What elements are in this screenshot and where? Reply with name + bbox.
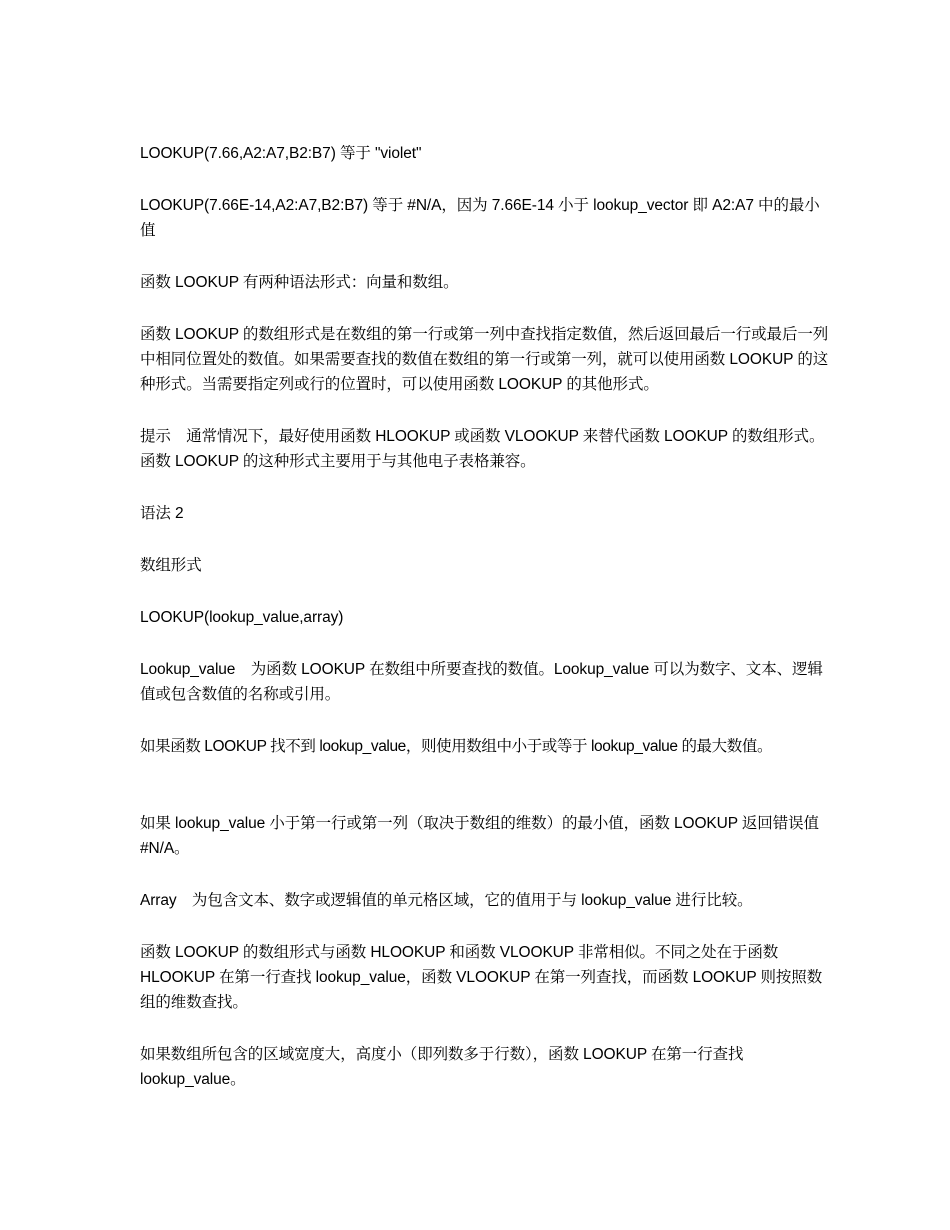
heading-syntax-2: 语法 2 [140,505,184,522]
paragraph-wide-array: 如果数组所包含的区域宽度大，高度小（即列数多于行数），函数 LOOKUP 在第一行查找 lookup_value。 [140,1046,744,1088]
paragraph-array-definition: Array 为包含文本、数字或逻辑值的单元格区域，它的值用于与 lookup_value 进行比较。 [140,892,753,909]
paragraph-syntax-forms: 函数 LOOKUP 有两种语法形式：向量和数组。 [140,274,459,291]
paragraph-lookup-smaller-than-min: 如果 lookup_value 小于第一行或第一列（取决于数组的维数）的最小值，函数 LOOKUP 返回错误值 #N/A。 [140,815,819,857]
paragraph-lookup-value-definition: Lookup_value 为函数 LOOKUP 在数组中所要查找的数值。Lookup_value 可以为数字、文本、逻辑值或包含数值的名称或引用。 [140,661,823,703]
heading-array-form: 数组形式 [140,557,202,574]
paragraph-lookup-not-found: 如果函数 LOOKUP 找不到 lookup_value，则使用数组中小于或等于 lookup_value 的最大数值。 [140,738,773,755]
document-body [140,141,830,1119]
paragraph-lookup-example-violet: LOOKUP(7.66,A2:A7,B2:B7) 等于 "violet" [140,145,422,162]
paragraph-tip: 提示 通常情况下，最好使用函数 HLOOKUP 或函数 VLOOKUP 来替代函数 LOOKUP 的数组形式。函数 LOOKUP 的这种形式主要用于与其他电子表格兼容。 [140,428,825,470]
paragraph-array-form-comparison: 函数 LOOKUP 的数组形式与函数 HLOOKUP 和函数 VLOOKUP 非常相似。不同之处在于函数 HLOOKUP 在第一行查找 lookup_value，函数 VLOOKUP 在第一列查找，而函数 LOOKUP 则按照数组的维数查找。 [140,944,823,1011]
paragraph-array-form-description: 函数 LOOKUP 的数组形式是在数组的第一行或第一列中查找指定数值，然后返回最后一行或最后一列中相同位置处的数值。如果需要查找的数值在数组的第一行或第一列，就可以使用函数 LOOKUP 的这种形式。当需要指定列或行的位置时，可以使用函数 LOOKUP 的其他形式。 [140,326,829,393]
paragraph-lookup-example-na: LOOKUP(7.66E-14,A2:A7,B2:B7) 等于 #N/A，因为 7.66E-14 小于 lookup_vector 即 A2:A7 中的最小值 [140,197,820,239]
paragraph-lookup-syntax: LOOKUP(lookup_value,array) [140,609,344,626]
